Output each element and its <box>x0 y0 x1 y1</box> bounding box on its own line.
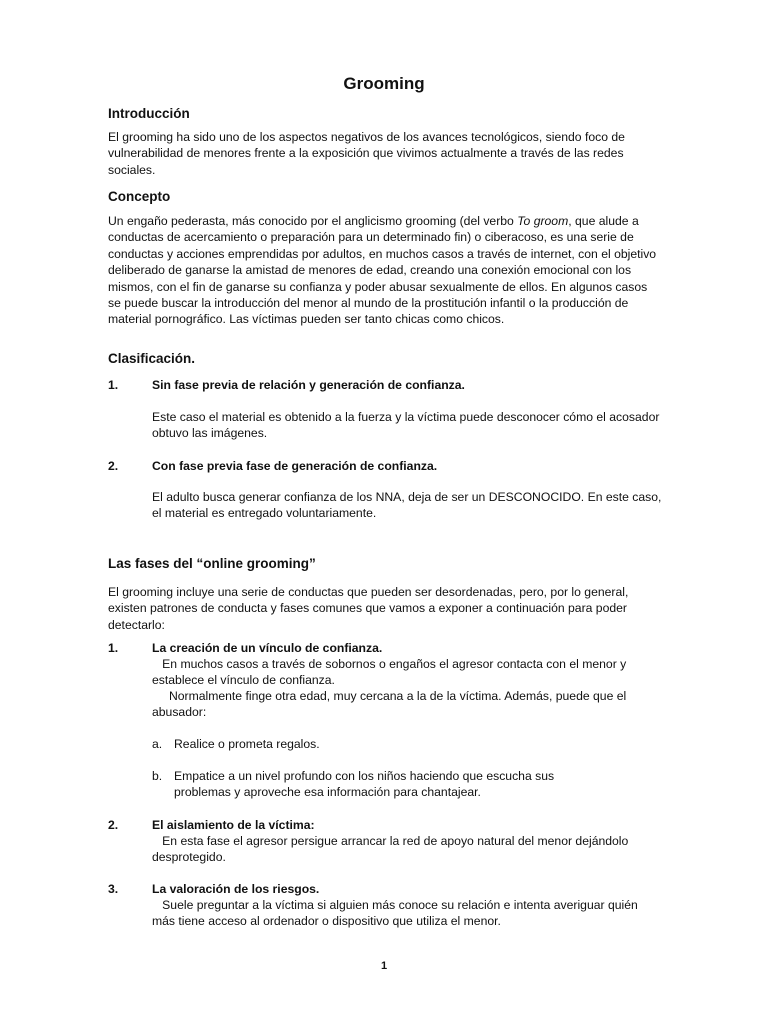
phase-item-1-sub-b <box>152 768 662 801</box>
list-number: 1. <box>108 378 119 392</box>
phase-item-3-body: Suele preguntar a la víctima si alguien más conoce su relación e intenta averiguar quién más tiene acceso al ordenador o dispositivo que utiliza el menor. <box>152 898 642 929</box>
phase-item-1-sub-a <box>152 736 662 752</box>
phase-item-1 <box>108 640 663 656</box>
concept-text-a: Un engaño pederasta, más conocido por el anglicismo grooming (del verbo <box>108 214 518 228</box>
document-title: Grooming <box>343 74 425 93</box>
list-number: 2. <box>108 459 119 473</box>
classification-heading: Clasificación. <box>108 351 196 366</box>
sub-list-text: Empatice a un nivel profundo con los niños haciendo que escucha sus <box>174 769 555 783</box>
list-number: 1. <box>108 641 119 655</box>
concept-text-b: , que alude a conductas de acercamiento o preparación para un determinado fin) o ciberacoso, es una serie de conductas y acciones emprendidas por adultos, en muchos casos a través de internet, con el objetivo deliberado de ganarse la amistad de menores de edad, creando una conexión emocional con los mismos, con el fin de ganarse su confianza y poder abusar sexualmente de ellos. En algunos casos se puede buscar la introducción del menor al mundo de la prostitución infantil o la producción de material pornográfico. Las víctimas pueden ser tanto chicas como chicos. <box>108 214 657 327</box>
classification-item-2-body: El adulto busca generar confianza de los NNA, deja de ser un DESCONOCIDO. En este caso, el material es entregado voluntariamente. <box>152 490 662 521</box>
list-item-title: Con fase previa fase de generación de confianza. <box>152 459 438 473</box>
page-number: 1 <box>380 960 388 972</box>
phase-item-1-body1: En muchos casos a través de sobornos o engaños el agresor contacta con el menor y establece el vínculo de confianza. <box>152 657 630 688</box>
list-item-title: Sin fase previa de relación y generación de confianza. <box>152 378 465 392</box>
intro-paragraph: El grooming ha sido uno de los aspectos negativos de los avances tecnológicos, siendo foco de vulnerabilidad de menores frente a la exposición que vivimos actualmente a través de las redes sociales. <box>108 130 625 177</box>
list-number: 2. <box>108 818 119 832</box>
concept-paragraph <box>108 213 663 328</box>
concept-heading: Concepto <box>108 189 171 204</box>
list-item-title: La creación de un vínculo de confianza. <box>152 641 383 655</box>
sub-list-mark: a. <box>152 737 163 751</box>
intro-heading: Introducción <box>108 106 190 121</box>
phases-intro: El grooming incluye una serie de conductas que pueden ser desordenadas, pero, por lo general, existen patrones de conducta y fases comunes que vamos a exponer a continuación para poder detectarlo: <box>108 585 629 632</box>
phase-item-2 <box>108 817 663 833</box>
phases-heading: Las fases del “online grooming” <box>108 556 316 571</box>
classification-item-1-body: Este caso el material es obtenido a la fuerza y la víctima puede desconocer cómo el acosador obtuvo las imágenes. <box>152 410 660 441</box>
sub-list-text-cont: problemas y aproveche esa información para chantajear. <box>174 785 481 800</box>
phase-item-2-body: En esta fase el agresor persigue arrancar la red de apoyo natural del menor dejándolo desprotegido. <box>152 834 632 865</box>
sub-list-text: Realice o prometa regalos. <box>174 737 320 751</box>
classification-item-2 <box>108 458 663 474</box>
phase-item-1-body2: Normalmente finge otra edad, muy cercana a la de la víctima. Además, puede que el abusador: <box>152 689 630 720</box>
sub-list-mark: b. <box>152 769 163 783</box>
list-number: 3. <box>108 882 119 896</box>
list-item-title: El aislamiento de la víctima: <box>152 818 315 832</box>
list-item-title: La valoración de los riesgos. <box>152 882 320 896</box>
concept-italic-term: To groom <box>517 214 569 228</box>
phase-item-3 <box>108 881 663 897</box>
classification-item-1 <box>108 377 663 393</box>
